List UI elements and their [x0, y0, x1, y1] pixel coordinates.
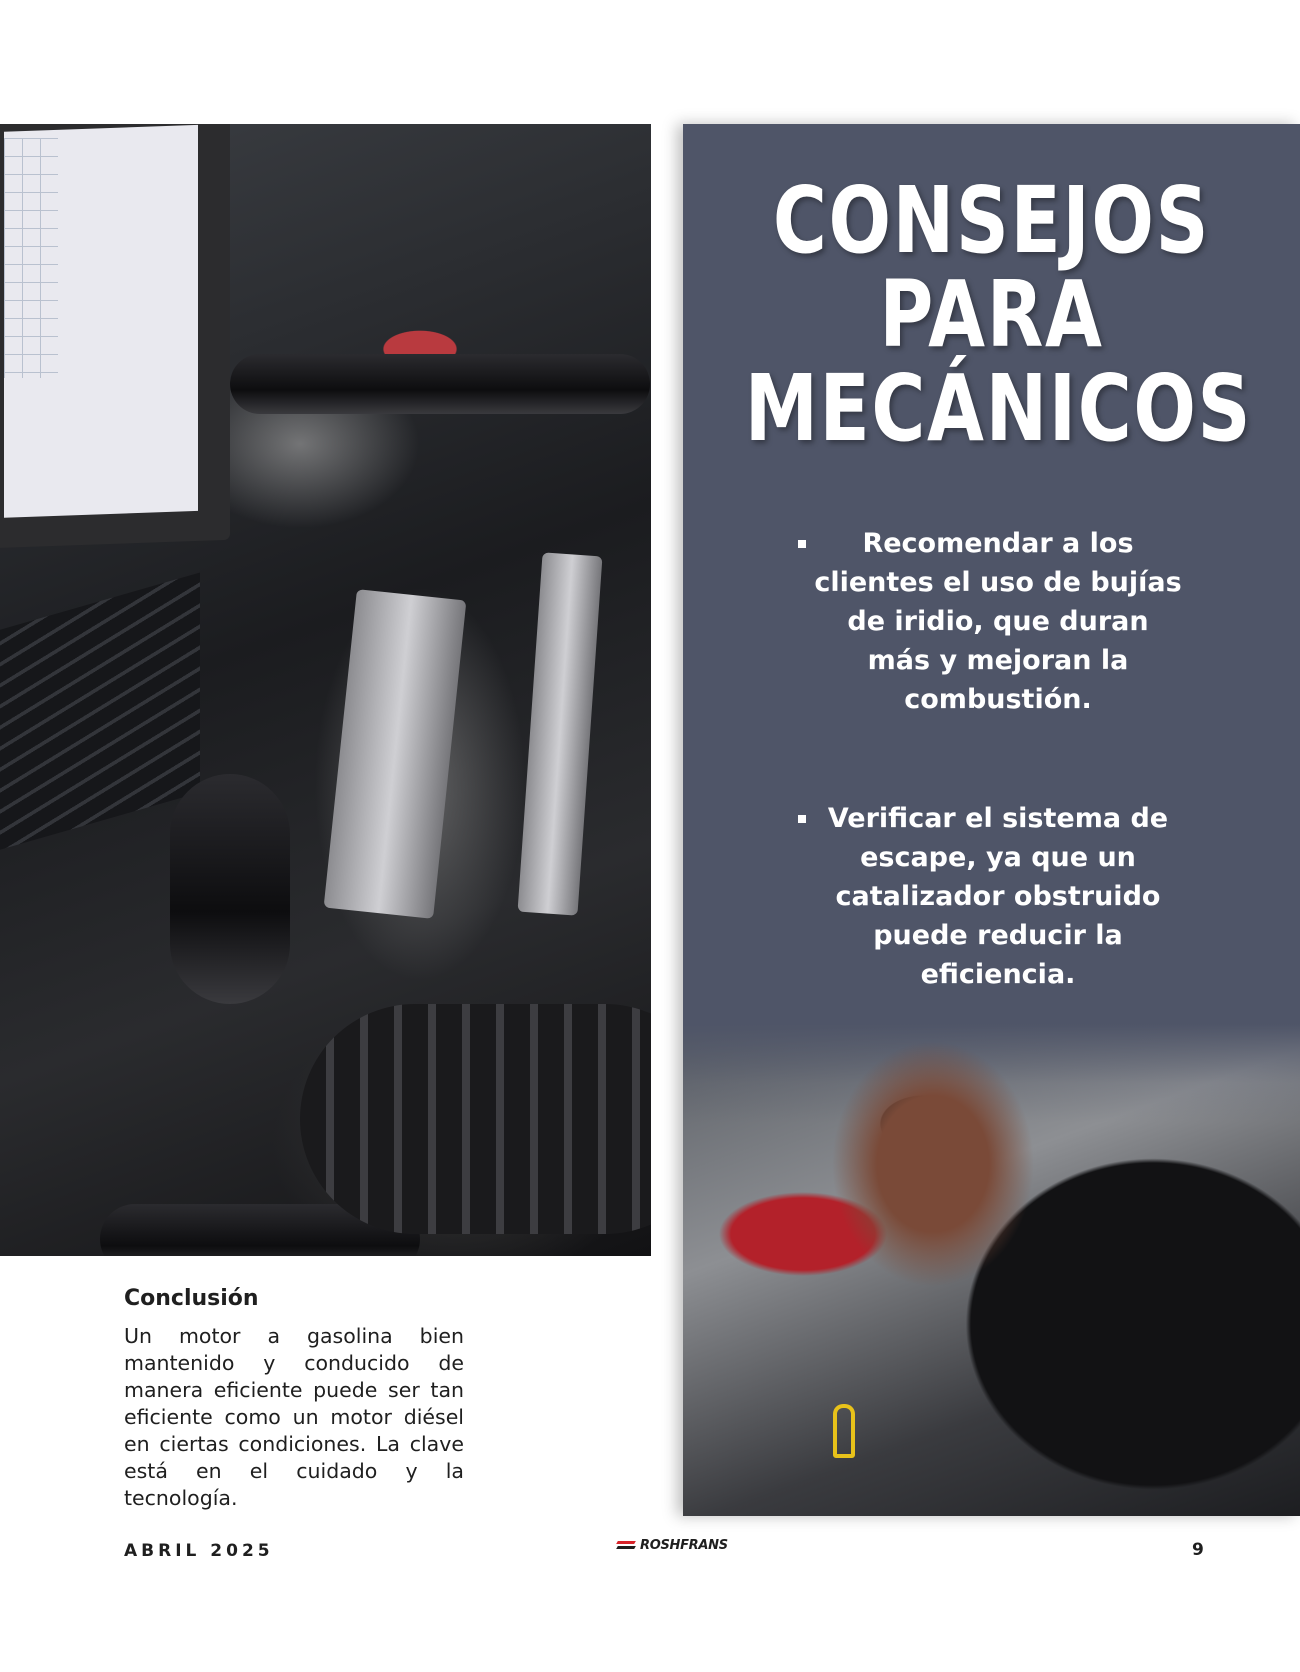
mechanic-photo	[683, 1024, 1300, 1516]
tip-text: Recomendar a los clientes el uso de bujías de iridio, que duran más y mejoran la combustión.	[814, 528, 1182, 715]
bullet-icon	[798, 540, 806, 548]
title-line: CONSEJOS	[772, 167, 1211, 274]
title-line: MECÁNICOS	[744, 355, 1253, 462]
engine-hose	[170, 774, 290, 1004]
page-number: 9	[1192, 1540, 1204, 1560]
tip-item	[813, 799, 1183, 994]
tips-list	[813, 524, 1183, 994]
fuel-rail	[518, 552, 603, 915]
engine-hose	[230, 354, 650, 414]
laptop-keyboard	[0, 572, 200, 855]
dipstick	[833, 1404, 855, 1458]
tip-item	[813, 524, 1183, 719]
conclusion-body: Un motor a gasolina bien mantenido y conducido de manera eficiente puede ser tan eficiente como un motor diésel en ciertas condiciones. La clave está en el cuidado y la tecnología.	[124, 1324, 464, 1510]
tip-text: Verificar el sistema de escape, ya que un catalizador obstruido puede reducir la eficiencia.	[827, 803, 1169, 990]
title-line: PARA	[879, 261, 1104, 368]
logo-icon	[617, 1539, 637, 1553]
bullet-icon	[798, 815, 806, 823]
footer-date: ABRIL 2025	[124, 1541, 274, 1561]
conclusion-section	[124, 1286, 464, 1512]
conclusion-title: Conclusión	[124, 1286, 259, 1311]
panel-title	[744, 167, 1253, 462]
tips-panel	[683, 124, 1300, 1516]
intake-rail	[324, 589, 467, 919]
laptop-graph	[4, 138, 58, 378]
brand-logo	[617, 1538, 728, 1553]
brand-name: ROSHFRANS	[640, 1538, 728, 1553]
intake-hose	[300, 1004, 651, 1234]
engine-photo	[0, 124, 651, 1256]
